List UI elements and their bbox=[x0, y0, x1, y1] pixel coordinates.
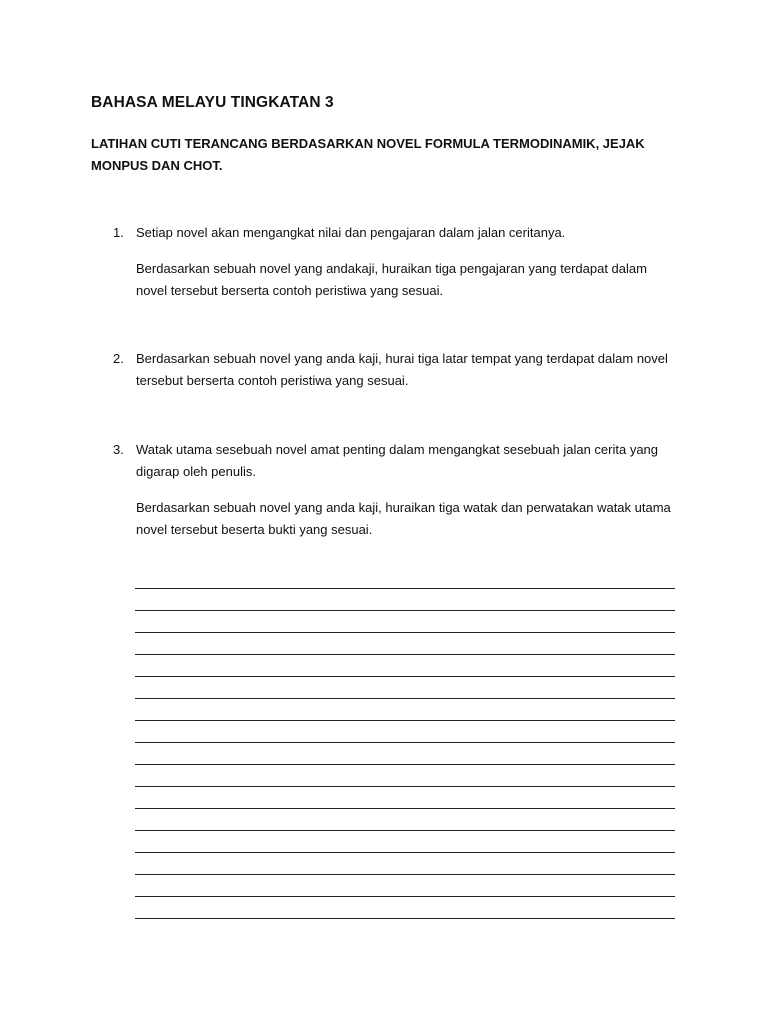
answer-lines bbox=[135, 588, 675, 940]
answer-line bbox=[135, 852, 675, 853]
question-text: Berdasarkan sebuah novel yang anda kaji, hurai tiga latar tempat yang terdapat dalam novel tersebut berserta contoh peristiwa yang sesuai. bbox=[136, 351, 668, 388]
answer-line bbox=[135, 808, 675, 809]
question-number: 3. bbox=[113, 442, 124, 457]
question-number: 1. bbox=[113, 225, 124, 240]
answer-line bbox=[135, 698, 675, 699]
answer-line bbox=[135, 830, 675, 831]
answer-line bbox=[135, 676, 675, 677]
answer-line bbox=[135, 610, 675, 611]
answer-line bbox=[135, 654, 675, 655]
question-text: Watak utama sesebuah novel amat penting dalam mengangkat sesebuah jalan cerita yang digarap oleh penulis. bbox=[136, 442, 659, 479]
answer-line bbox=[135, 764, 675, 765]
answer-line bbox=[135, 588, 675, 589]
page-subtitle: LATIHAN CUTI TERANCANG BERDASARKAN NOVEL FORMULA TERMODINAMIK, JEJAK MONPUS DAN CHOT. bbox=[91, 136, 645, 173]
answer-line bbox=[135, 874, 675, 875]
answer-line bbox=[135, 720, 675, 721]
question-text: Setiap novel akan mengangkat nilai dan pengajaran dalam jalan ceritanya. bbox=[136, 225, 566, 240]
answer-line bbox=[135, 742, 675, 743]
answer-line bbox=[135, 896, 675, 897]
question-1 bbox=[113, 222, 673, 302]
answer-line bbox=[135, 786, 675, 787]
question-instruction: Berdasarkan sebuah novel yang andakaji, huraikan tiga pengajaran yang terdapat dalam novel tersebut berserta contoh peristiwa yang sesuai. bbox=[136, 261, 647, 298]
page-title: BAHASA MELAYU TINGKATAN 3 bbox=[91, 94, 334, 111]
question-instruction: Berdasarkan sebuah novel yang anda kaji, huraikan tiga watak dan perwatakan watak utama novel tersebut beserta bukti yang sesuai. bbox=[136, 500, 671, 537]
answer-line bbox=[135, 632, 675, 633]
answer-line bbox=[135, 918, 675, 919]
question-3 bbox=[113, 439, 673, 541]
question-number: 2. bbox=[113, 351, 124, 366]
question-2 bbox=[113, 348, 673, 392]
